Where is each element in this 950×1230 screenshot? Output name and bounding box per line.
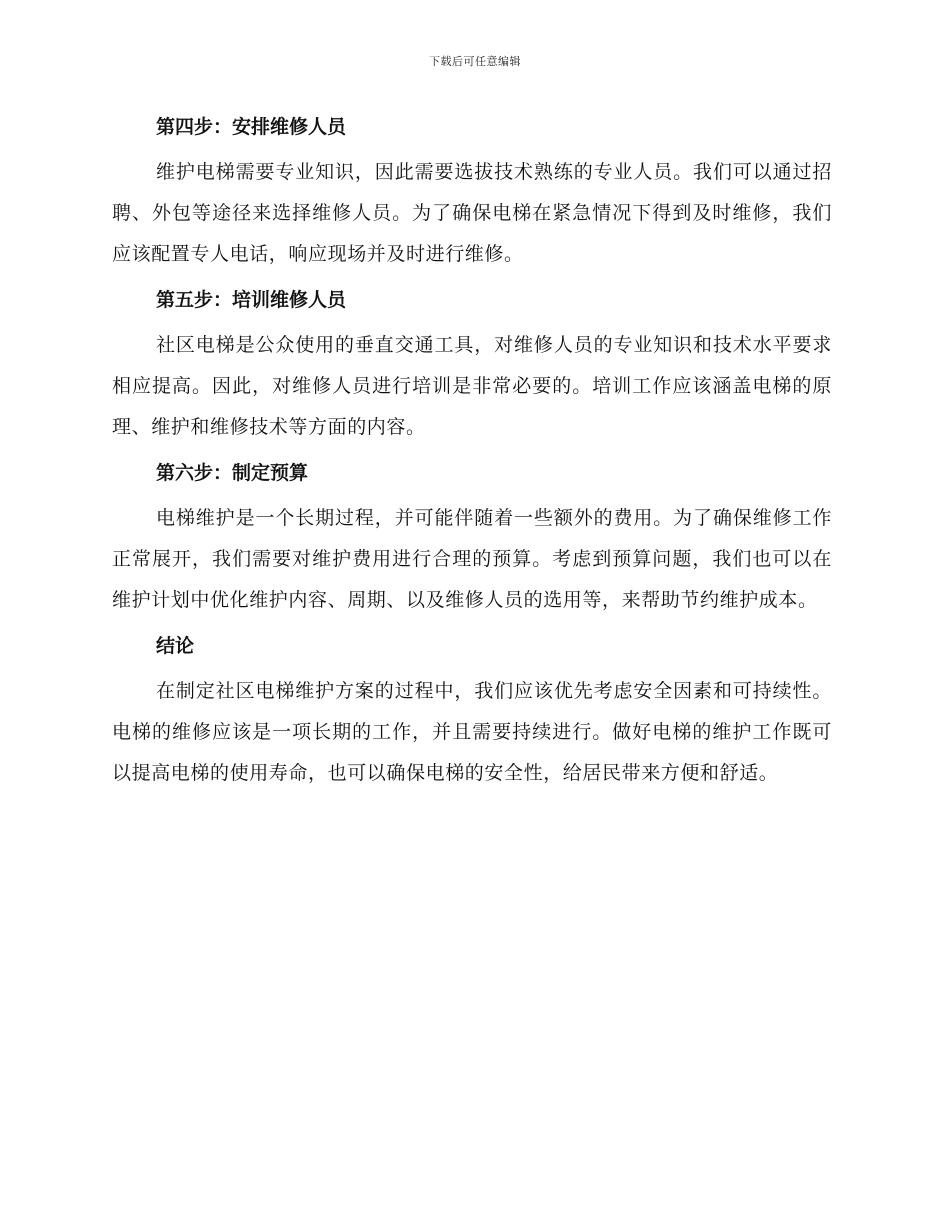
section-step-six (112, 456, 832, 629)
section-paragraph: 电梯维护是一个长期过程，并可能伴随着一些额外的费用。为了确保维修工作正常展开，我们需要对维护费用进行合理的预算。考虑到预算问题，我们也可以在维护计划中优化维护内容、周期、以及维修人员的选用等，来帮助节约维护成本。 (112, 507, 832, 611)
section-heading: 第六步：制定预算 (156, 462, 309, 484)
section-paragraph: 维护电梯需要专业知识，因此需要选拔技术熟练的专业人员。我们可以通过招聘、外包等途径来选择维修人员。为了确保电梯在紧急情况下得到及时维修，我们应该配置专人电话，响应现场并及时进行维修。 (112, 161, 832, 265)
page-header: 下载后可任意编辑 (429, 55, 521, 68)
section-conclusion (112, 629, 832, 794)
section-paragraph: 在制定社区电梯维护方案的过程中，我们应该优先考虑安全因素和可持续性。电梯的维修应该是一项长期的工作，并且需要持续进行。做好电梯的维护工作既可以提高电梯的使用寿命，也可以确保电梯的安全性，给居民带来方便和舒适。 (112, 680, 832, 784)
document-body (112, 110, 832, 794)
section-heading: 结论 (156, 635, 195, 657)
section-step-five (112, 283, 832, 456)
section-heading: 第五步：培训维修人员 (156, 289, 347, 311)
section-step-four (112, 110, 832, 283)
section-paragraph: 社区电梯是公众使用的垂直交通工具，对维修人员的专业知识和技术水平要求相应提高。因此，对维修人员进行培训是非常必要的。培训工作应该涵盖电梯的原理、维护和维修技术等方面的内容。 (112, 334, 832, 438)
section-heading: 第四步：安排维修人员 (156, 116, 347, 138)
